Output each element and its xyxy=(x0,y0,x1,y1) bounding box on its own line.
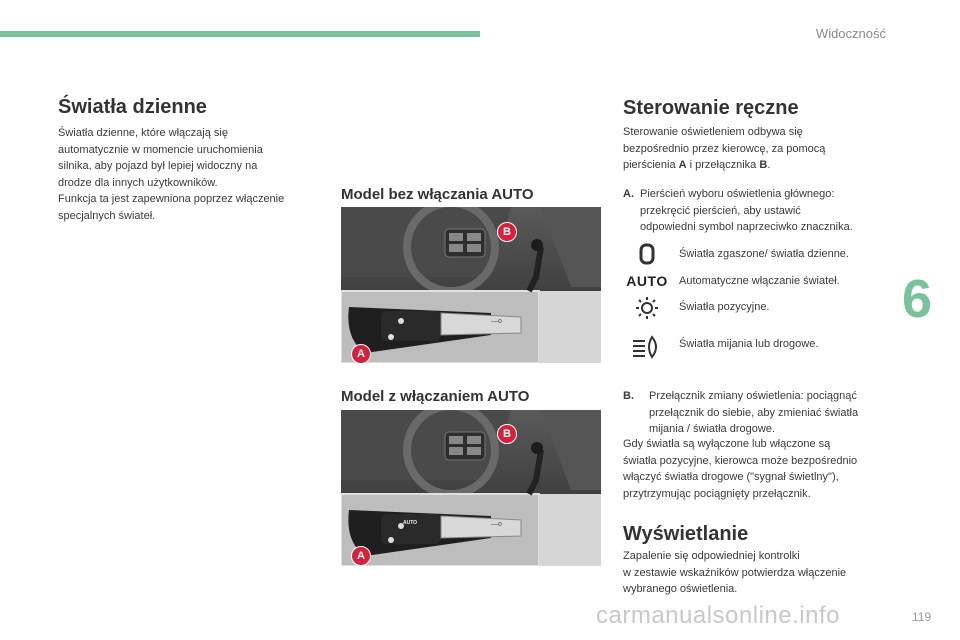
display-title: Wyświetlanie xyxy=(623,523,749,545)
daylights-title: Światła dzienne xyxy=(58,96,207,118)
badge-a: A xyxy=(351,344,371,363)
parking-lights-icon xyxy=(627,295,667,321)
stalk-illustration xyxy=(341,207,601,363)
stalk-photo-no-auto xyxy=(341,207,601,363)
icon-headlights-text: Światła mijania lub drogowe. xyxy=(679,338,819,350)
auto-icon: AUTO xyxy=(626,273,668,289)
stalk-photo-auto xyxy=(341,410,601,566)
b-item-label: B. xyxy=(623,390,634,402)
model2-title: Model z włączaniem AUTO xyxy=(341,388,530,405)
b-extra-text: Gdy światła są wyłączone lub włączone są światła pozycyjne, kierowca może bezpośrednio włączyć światła drogowe ("sygnał świetlny"), przytrzymując pociągnięty przełącznik. xyxy=(623,438,858,500)
svg-text:—o: —o xyxy=(491,318,502,325)
a-item-label: A. xyxy=(623,188,634,200)
stalk-illustration-auto xyxy=(341,410,601,566)
icon-off-text: Światła zgaszone/ światła dzienne. xyxy=(679,248,849,260)
manual-control-intro: Sterowanie oświetleniem odbywa się bezpośrednio przez kierowcę, za pomocą pierścienia A i przełącznika B. xyxy=(623,126,826,171)
off-icon xyxy=(627,241,667,267)
manual-control-title: Sterowanie ręczne xyxy=(623,97,799,119)
badge-b: B xyxy=(497,424,517,444)
svg-text:—o: —o xyxy=(491,521,502,528)
model1-title: Model bez włączania AUTO xyxy=(341,186,534,203)
section-title: Widoczność xyxy=(815,26,886,41)
icon-parking-text: Światła pozycyjne. xyxy=(679,301,770,313)
display-text: Zapalenie się odpowiedniej kontrolki w zestawie wskaźników potwierdza włączenie wybranego oświetlenia. xyxy=(623,550,847,595)
daylights-body: Światła dzienne, które włączają się automatycznie w momencie uruchomienia silnika, aby pojazd był lepiej widoczny na drodze dla innych użytkowników. Funkcja ta jest zapewniona poprzez włączenie specjalnych świateł. xyxy=(58,127,285,222)
icon-auto-text: Automatyczne włączanie świateł. xyxy=(679,275,840,287)
a-item-text: Pierścień wyboru oświetlenia głównego: przekręcić pierścień, aby ustawić odpowiedni symbol naprzeciwko znacznika. xyxy=(640,188,853,233)
badge-b: B xyxy=(497,222,517,242)
headlights-icon xyxy=(627,334,667,360)
b-item-text: Przełącznik zmiany oświetlenia: pociągnąć przełącznik do siebie, aby zmieniać światła mijania / światła drogowe. xyxy=(649,390,859,435)
header-accent-bar xyxy=(0,31,480,37)
badge-a: A xyxy=(351,546,371,566)
chapter-number: 6 xyxy=(902,269,933,329)
watermark: carmanualsonline.info xyxy=(596,602,840,629)
page-number: 119 xyxy=(912,610,932,624)
stalk-auto-marking: AUTO xyxy=(403,520,418,526)
